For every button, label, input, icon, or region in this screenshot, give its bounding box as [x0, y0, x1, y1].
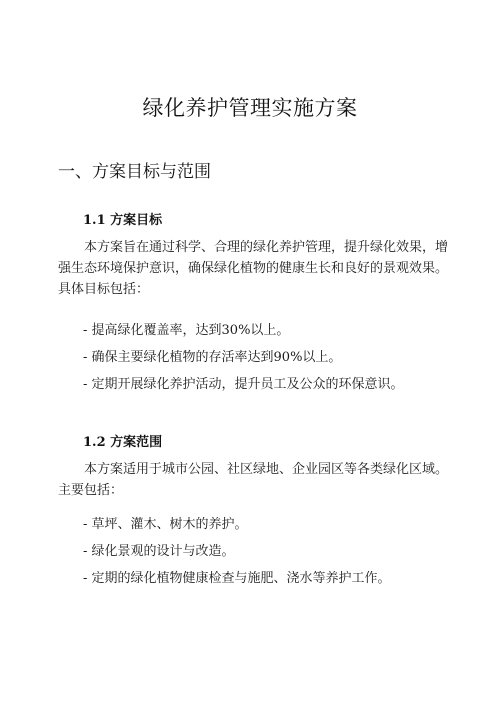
subsection-heading-scope: 1.2 方案范围 — [83, 435, 163, 450]
list-item: - 草坪、灌木、树木的养护。 — [83, 517, 248, 532]
list-item: - 提高绿化覆盖率，达到30%以上。 — [83, 323, 290, 338]
goals-paragraph: 本方案旨在通过科学、合理的绿化养护管理，提升绿化效果，增强生态环境保护意识，确保绿化植物的健康生长和良好的景观效果。具体目标包括： — [58, 240, 449, 297]
list-item: - 定期的绿化植物健康检查与施肥、浇水等养护工作。 — [83, 571, 391, 586]
list-item: - 绿化景观的设计与改造。 — [83, 544, 235, 559]
subsection-heading-goals: 1.1 方案目标 — [83, 213, 163, 228]
scope-paragraph: 本方案适用于城市公园、社区绿地、企业园区等各类绿化区域。主要包括： — [58, 462, 449, 498]
list-item: - 定期开展绿化养护活动，提升员工及公众的环保意识。 — [83, 377, 404, 392]
section-heading: 一、方案目标与范围 — [58, 162, 211, 182]
list-item: - 确保主要绿化植物的存活率达到90%以上。 — [83, 350, 342, 365]
document-title: 绿化养护管理实施方案 — [142, 96, 358, 120]
